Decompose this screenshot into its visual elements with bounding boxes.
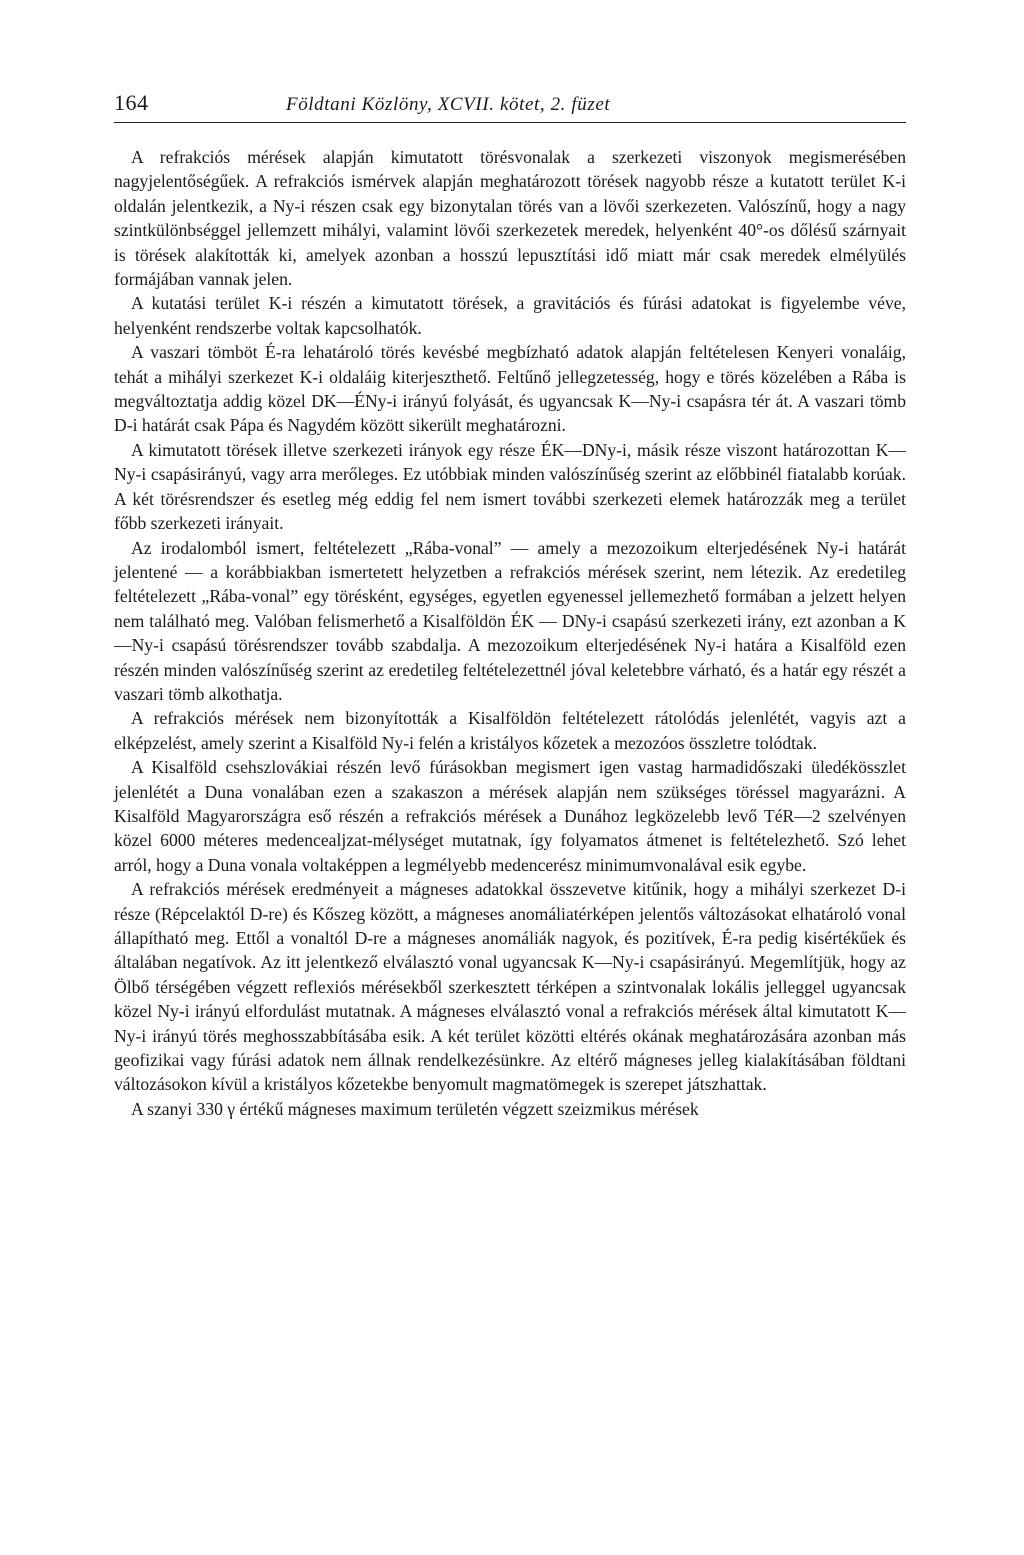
running-header (114, 88, 906, 123)
page-number: 164 (114, 90, 149, 115)
running-title: Földtani Közlöny, XCVII. kötet, 2. füzet (286, 94, 611, 115)
paragraph: A refrakciós mérések nem bizonyították a Kisalföldön feltételezett rátolódás jelenlétét, vagyis azt a elképzelést, amely szerint a Kisalföld Ny-i felén a kristályos kőzetek a mezozóos összletre tolódtak. (114, 708, 906, 753)
paragraph: A Kisalföld csehszlovákiai részén levő fúrásokban megismert igen vastag harmadidőszaki üledékösszlet jelenlétét a Duna vonalában ezen a szakaszon a mérések alapján nem szükséges töréssel magyarázni. A Kisalföld Magyarországra eső részén a refrakciós mérések a Dunához legközelebb levő TéR—2 szelvényen közel 6000 méteres medencealjzat-mélységet mutatnak, így folyamatos átmenet is feltételezhető. Szó lehet arról, hogy a Duna vonala voltaképpen a legmélyebb medencerész minimumvonalával esik egybe. (114, 757, 906, 875)
paragraph: A szanyi 330 γ értékű mágneses maximum területén végzett szeizmikus mérések (131, 1098, 699, 1119)
paragraph: A kimutatott törések illetve szerkezeti irányok egy része ÉK—DNy-i, másik része viszont határozottan K—Ny-i csapásirányú, vagy arra merőleges. Ez utóbbiak minden valószínűség szerint az előbbinél fiatalabb korúak. A két törésrendszer és esetleg még eddig fel nem ismert további szerkezeti elemek határozzák meg a terület főbb szerkezeti irányait. (114, 439, 906, 534)
body-text (114, 145, 906, 1121)
paragraph: Az irodalomból ismert, feltételezett „Rába-vonal” — amely a mezozoikum elterjedésének Ny-i határát jelentené — a korábbiakban ismertetett helyzetben a refrakciós mérések szerint, nem létezik. Az eredetileg feltételezett „Rába-vonal” egy törésként, egységes, egyetlen egyenessel jellemezhető formában a jelzett helyen nem található meg. Valóban felismerhető a Kisalföldön ÉK — DNy-i csapású szerkezeti irány, ezt azonban a K—Ny-i csapású törésrendszer tovább szabdalja. A mezozoikum elterjedésének Ny-i határa a Kisalföld ezen részén minden valószínűség szerint az eredetileg feltételezettnél jóval keletebbre várható, és a határ egy részét a vaszari tömb alkothatja. (114, 537, 906, 704)
paragraph: A refrakciós mérések alapján kimutatott törésvonalak a szerkezeti viszonyok megismerésében nagyjelentőségűek. A refrakciós ismérvek alapján meghatározott törések nagyobb része a kutatott terület K-i oldalán jelentkezik, a Ny-i részen csak egy bizonytalan törés van a lövői szerkezeten. Valószínű, hogy a nagy szintkülönbséggel jellemzett mihályi, valamint lövői szerkezetek meredek, helyenként 40°-os dőlésű szárnyait is törések alakították ki, amelyek azonban a hosszú lepusztítási idő miatt már csak meredek elmélyülés formájában vannak jelen. (114, 147, 906, 290)
paragraph: A kutatási terület K-i részén a kimutatott törések, a gravitációs és fúrási adatokat is figyelembe véve, helyenként rendszerbe voltak kapcsolhatók. (114, 293, 906, 338)
paragraph: A refrakciós mérések eredményeit a mágneses adatokkal összevetve kitűnik, hogy a mihályi szerkezet D-i része (Répcelaktól D-re) és Kőszeg között, a mágneses anomáliatérképen jelentős változásokat elhatároló vonal állapítható meg. Ettől a vonaltól D-re a mágneses anomáliák nagyok, és pozitívek, É-ra pedig kisértékűek és általában negatívok. Az itt jelentkező elválasztó vonal ugyancsak K—Ny-i csapásirányú. Megemlítjük, hogy az Ölbő térségében végzett reflexiós mérésekből szerkesztett térképen a szintvonalak lokális jelleggel ugyancsak közel Ny-i irányú elfordulást mutatnak. A mágneses elválasztó vonal a refrakciós mérések által kimutatott K—Ny-i irányú törés meghosszabbításába esik. A két terület közötti eltérés okának meghatározására azonban más geofizikai vagy fúrási adatok nem állnak rendelkezésünkre. Az eltérő mágneses jelleg kialakításában földtani változásokon kívül a kristályos kőzetekbe benyomult magmatömegek is szerepet játszhattak. (114, 879, 906, 1095)
paragraph: A vaszari tömböt É-ra lehatároló törés kevésbé megbízható adatok alapján feltételesen Kenyeri vonaláig, tehát a mihályi szerkezet K-i oldaláig kiterjeszthető. Feltűnő jellegzetesség, hogy e törés közelében a Rába is megváltoztatja addig közel DK—ÉNy-i irányú folyását, és ugyancsak K—Ny-i csapásra tér át. A vaszari tömb D-i határát csak Pápa és Nagydém között sikerült meghatározni. (114, 342, 906, 436)
